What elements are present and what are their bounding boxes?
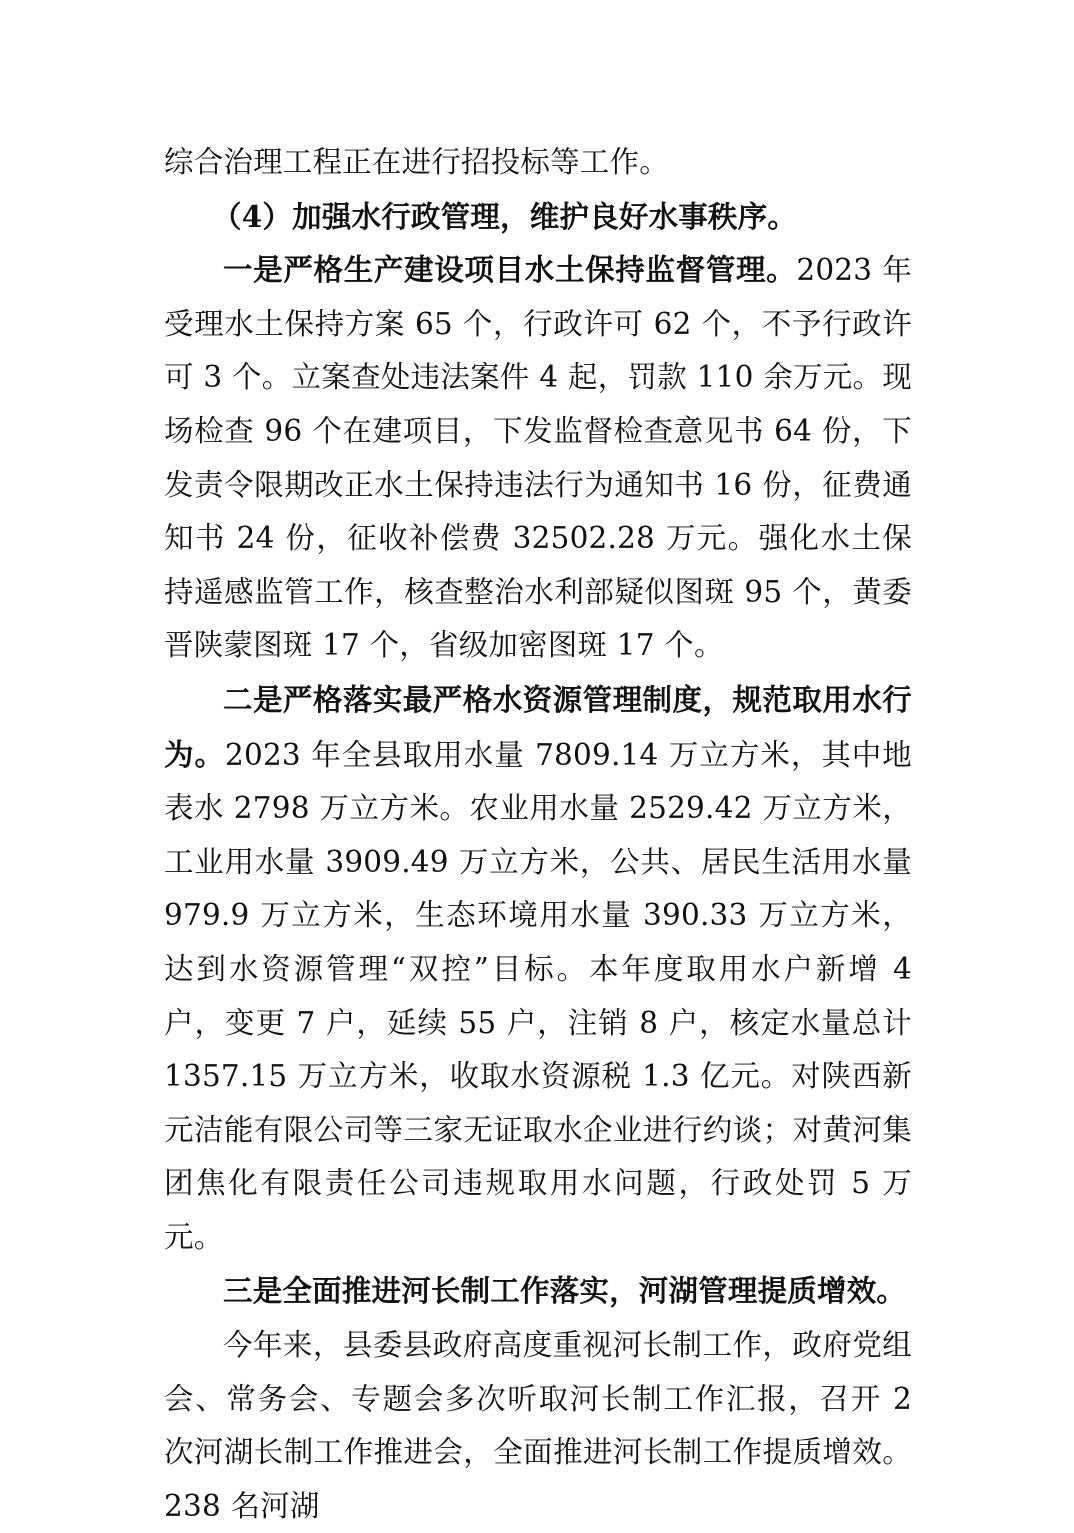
paragraph-river-chief-heading [164, 1264, 912, 1319]
paragraph-text: 2023 年全县取用水量 7809.14 万立方米，其中地表水 2798 万立方米。农业用水量 2529.42 万立方米，工业用水量 3909.49 万立方米，公共、居民生活用水量 979.9 万立方米，生态环境用水量 390.33 万立方米，达到水资源管理“双控”目标。本年度取用水户新增 4 户，变更 7 户，延续 55 户，注销 8 户，核定水量总计 1357.15 万立方米，收取水资源税 1.3 亿元。对陕西新元洁能有限公司等三家无证取水企业进行约谈；对黄河集团焦化有限责任公司违规取用水问题，行政处罚 5 万元。 [164, 737, 913, 1254]
paragraph-lead: 二是严格落实最严格水资源管理制度，规范取用水行为。 [164, 681, 912, 772]
document-body [164, 136, 912, 1533]
paragraph-water-resources [164, 673, 912, 1265]
paragraph-river-chief [164, 1319, 912, 1533]
section-heading-text: （4）加强水行政管理，维护良好水事秩序。 [212, 198, 798, 234]
paragraph-text: 今年来，县委县政府高度重视河长制工作，政府党组会、常务会、专题会多次听取河长制工作汇报，召开 2 次河湖长制工作推进会，全面推进河长制工作提质增效。238 名河湖 [164, 1328, 912, 1523]
paragraph-text: 2023 年受理水土保持方案 65 个，行政许可 62 个，不予行政许可 3 个。立案查处违法案件 4 起，罚款 110 余万元。现场检查 96 个在建项目，下发监督检查意见书 64 份，下发责令限期改正水土保持违法行为通知书 16 份，征费通知书 24 份，征收补偿费 32502.28 万元。强化水土保持遥感监管工作，核查整治水利部疑似图斑 95 个，黄委晋陕蒙图斑 17 个，省级加密图斑 17 个。 [164, 253, 912, 663]
paragraph-continuation [164, 136, 912, 190]
paragraph-text: 综合治理工程正在进行招投标等工作。 [164, 145, 669, 179]
paragraph-lead: 一是严格生产建设项目水土保持监督管理。 [223, 252, 797, 288]
section-heading-4 [164, 190, 912, 244]
paragraph-soil-conservation [164, 243, 912, 673]
paragraph-lead: 三是全面推进河长制工作落实，河湖管理提质增效。 [223, 1273, 907, 1309]
